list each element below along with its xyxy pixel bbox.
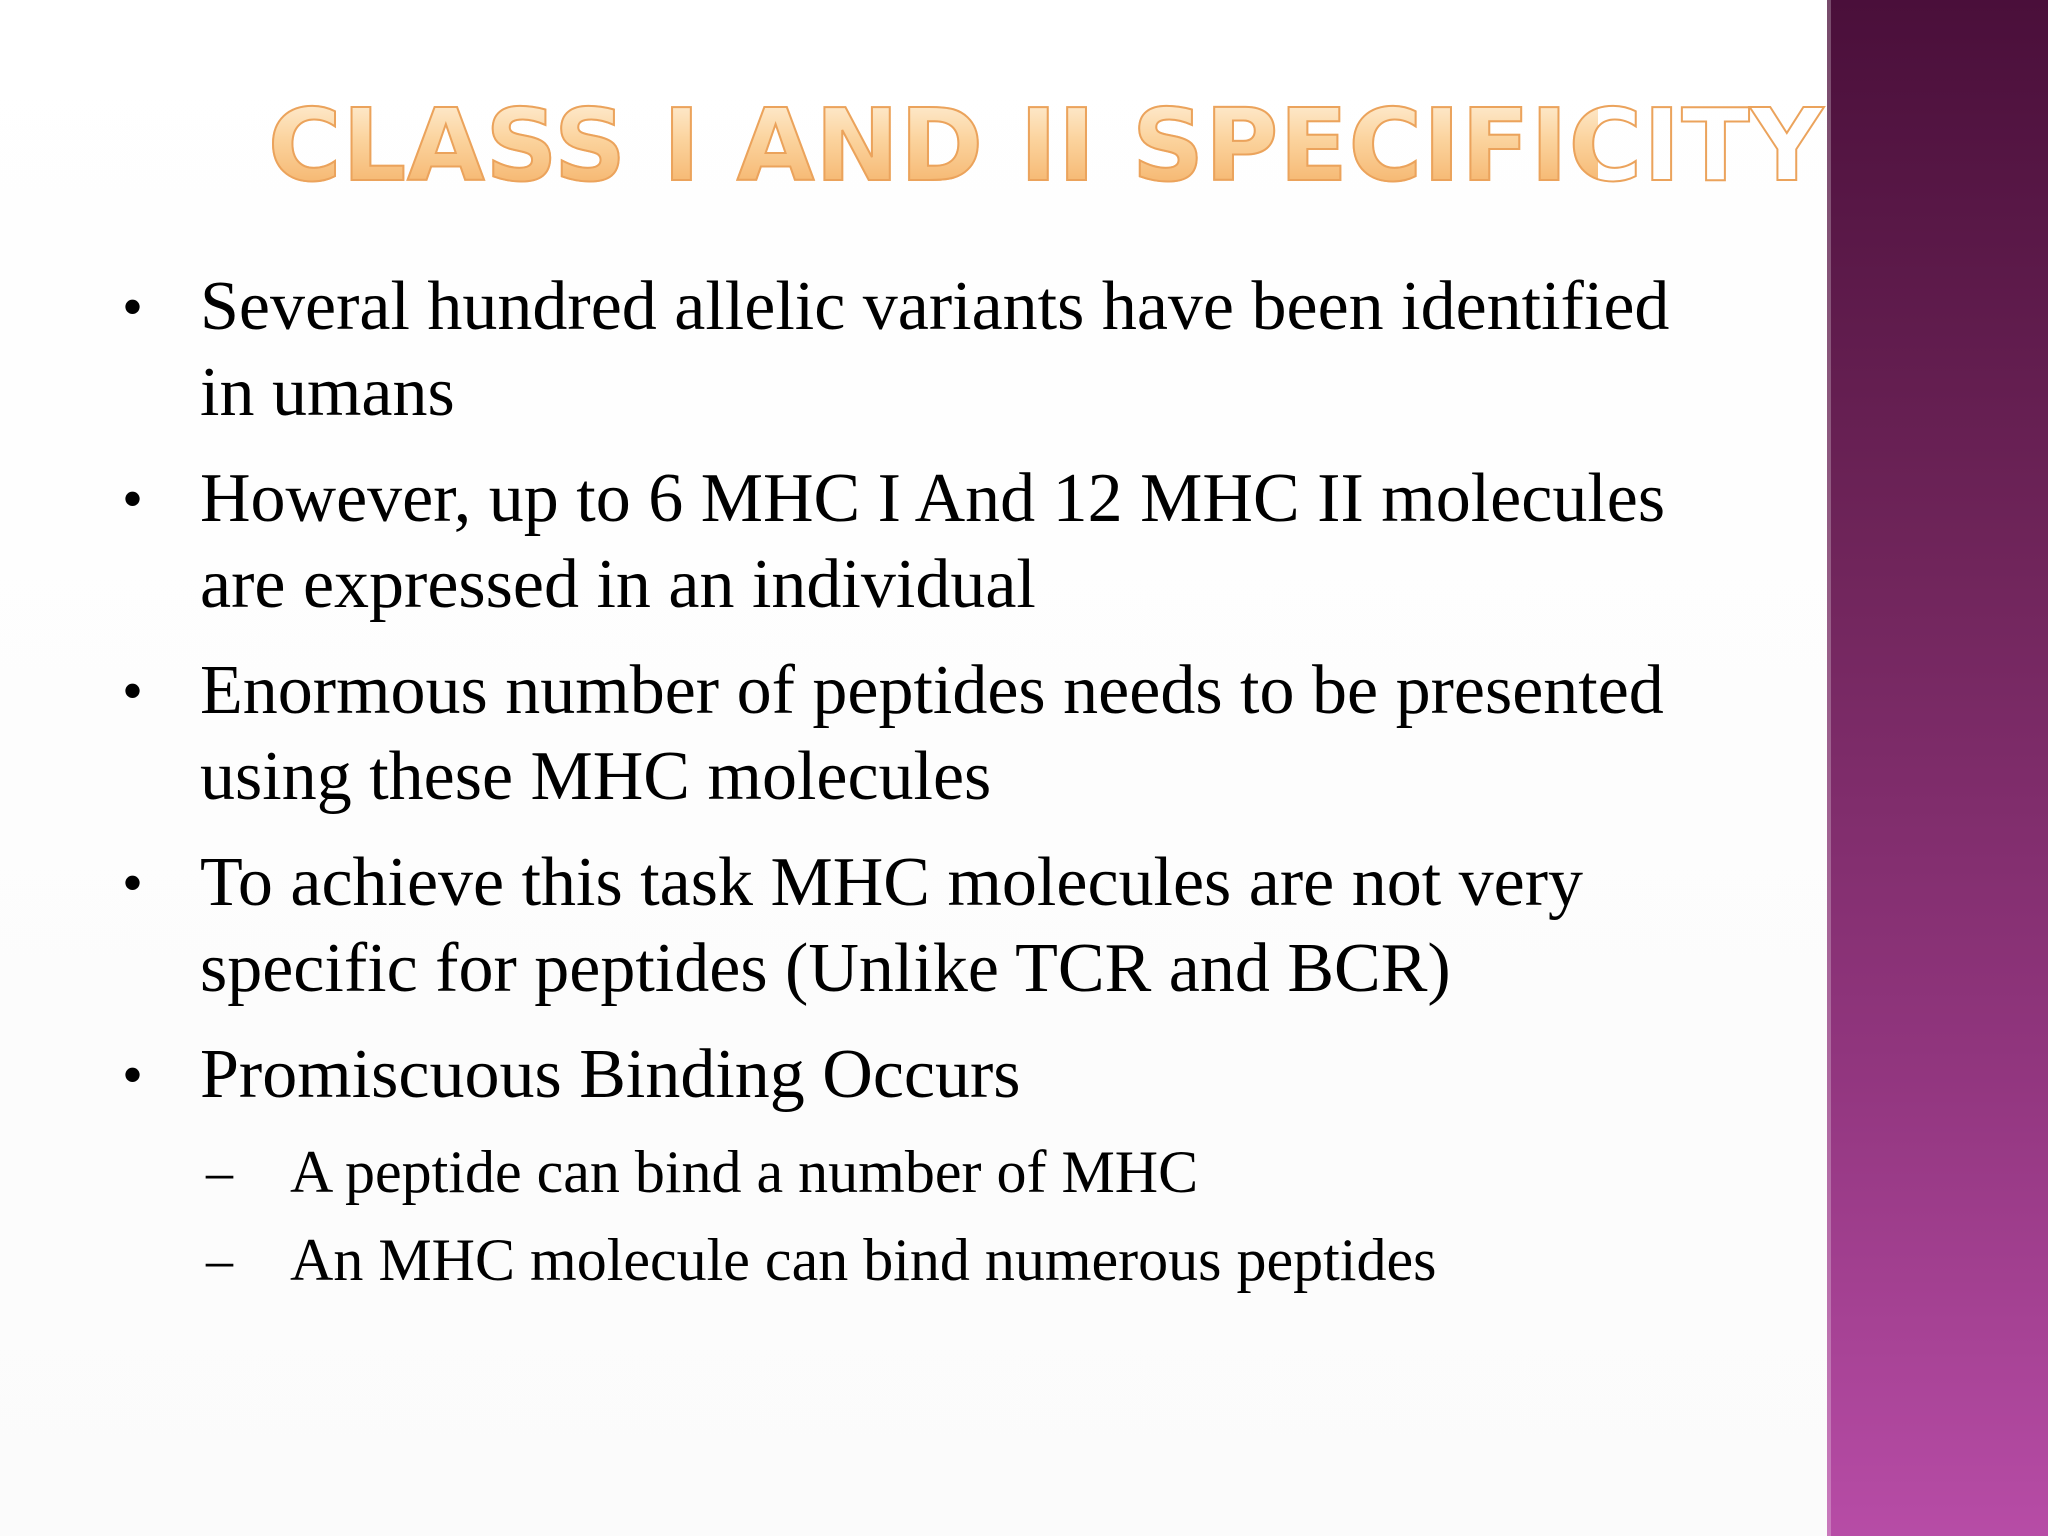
bullet-marker: • [122,466,144,532]
bullet-item [118,1032,1678,1304]
sub-bullet-list [200,1128,1678,1304]
bullet-list [118,264,1678,1324]
slide-title: CLASS I AND II SPECIFICITY [268,87,1824,204]
bullet-marker: • [122,274,144,340]
side-band-edge [1827,0,1831,1536]
sub-bullet-text: An MHC molecule can bind numerous peptides [290,1227,1437,1293]
bullet-item [118,648,1678,820]
bullet-item [118,456,1678,628]
bullet-text: Enormous number of peptides needs to be presented using these MHC molecules [200,652,1664,815]
bullet-text: To achieve this task MHC molecules are not very specific for peptides (Unlike TCR and BCR) [200,844,1584,1007]
bullet-item [118,840,1678,1012]
bullet-text: Several hundred allelic variants have been identified in umans [200,268,1670,431]
bullet-marker: • [122,1042,144,1108]
bullet-marker: • [122,850,144,916]
decorative-side-band [1827,0,2048,1536]
sub-bullet-marker: – [206,1142,233,1202]
sub-bullet-text: A peptide can bind a number of MHC [290,1139,1199,1205]
sub-bullet-item [200,1128,1678,1216]
sub-bullet-marker: – [206,1230,233,1290]
bullet-text: Promiscuous Binding Occurs [200,1036,1021,1113]
sub-bullet-item [200,1216,1678,1304]
bullet-text: However, up to 6 MHC I And 12 MHC II molecules are expressed in an individual [200,460,1666,623]
bullet-marker: • [122,658,144,724]
bullet-item [118,264,1678,436]
